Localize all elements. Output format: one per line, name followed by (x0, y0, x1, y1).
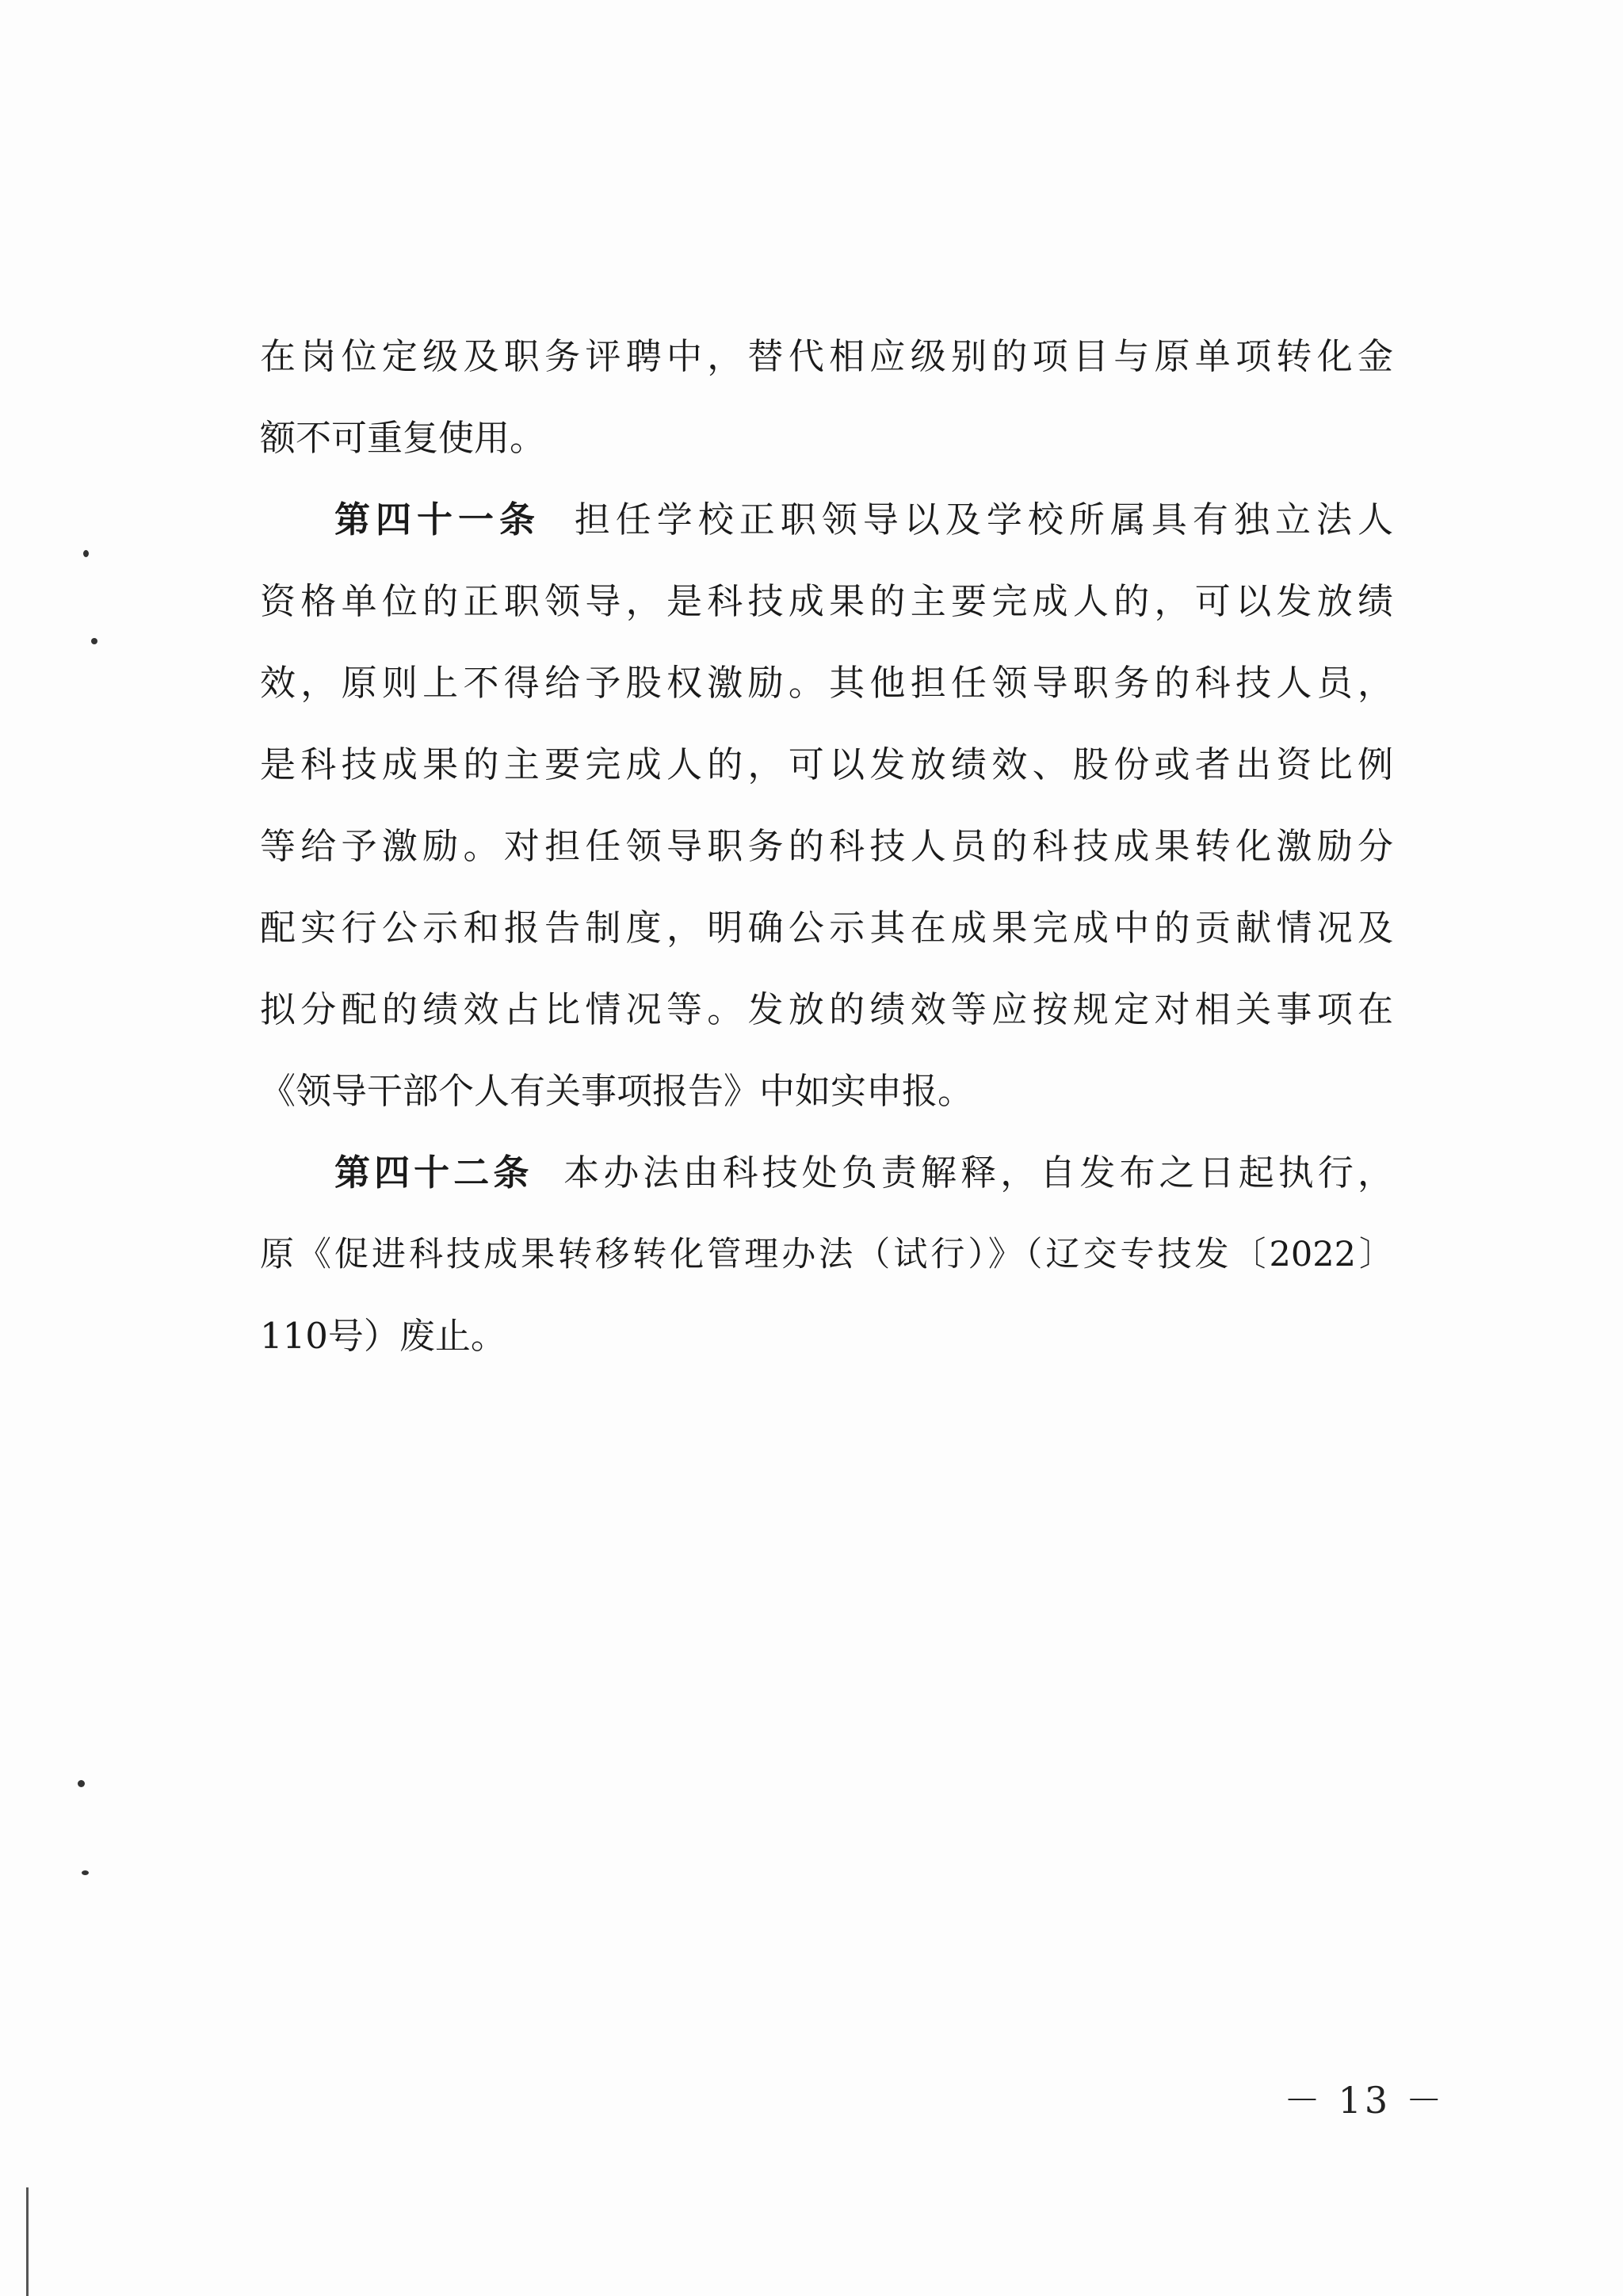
article-41-line: 是科技成果的主要完成人的，可以发放绩效、股份或者出资比例 (260, 743, 1393, 785)
binding-mark (82, 1870, 89, 1875)
article-42-first-text: 本办法由科技处负责解释，自发布之日起执行， (563, 1152, 1393, 1194)
article-42-first-line (334, 1149, 1393, 1197)
article-41-line: 等给予激励。对担任领导职务的科技人员的科技成果转化激励分 (260, 825, 1393, 867)
article-41-heading: 第四十一条 (334, 499, 541, 541)
article-41-line: 资格单位的正职领导，是科技成果的主要完成人的，可以发放绩 (260, 580, 1393, 622)
article-41-line: 配实行公示和报告制度，明确公示其在成果完成中的贡献情况及 (260, 907, 1393, 949)
article-41-line: 拟分配的绩效占比情况等。发放的绩效等应按规定对相关事项在 (260, 988, 1393, 1030)
binding-mark (91, 638, 97, 644)
article-42-heading: 第四十二条 (334, 1152, 533, 1194)
article-42-line: 110号）废止。 (260, 1315, 506, 1357)
article-41-first-text: 担任学校正职领导以及学校所属具有独立法人 (574, 499, 1393, 541)
scan-edge-line (26, 2187, 29, 2296)
article-42-line: 原《促进科技成果转移转化管理办法（试行）》（辽交专技发〔2022〕 (260, 1235, 1393, 1274)
paragraph-line: 在岗位定级及职务评聘中，替代相应级别的项目与原单项转化金 (260, 335, 1393, 377)
article-41-first-line (334, 496, 1393, 544)
paragraph-line: 额不可重复使用。 (260, 417, 546, 459)
article-41-line: 《领导干部个人有关事项报告》中如实申报。 (260, 1070, 974, 1112)
article-41-line: 效，原则上不得给予股权激励。其他担任领导职务的科技人员， (260, 662, 1393, 704)
page-number: － 13 － (1284, 2079, 1445, 2122)
binding-mark (83, 550, 89, 557)
binding-mark (78, 1780, 85, 1787)
